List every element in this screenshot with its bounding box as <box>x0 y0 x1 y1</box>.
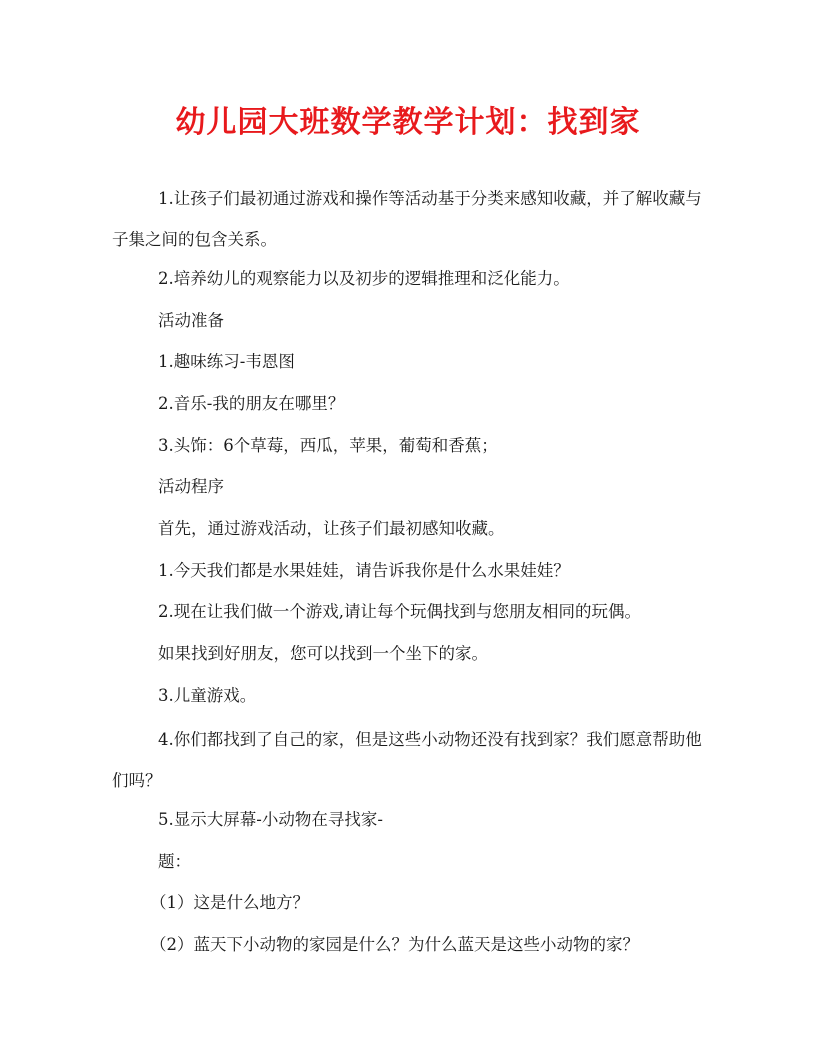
list-item-prep-3: 3.头饰：6个草莓，西瓜，苹果，葡萄和香蕉； <box>158 436 498 455</box>
paragraph-objective-2: 2.培养幼儿的观察能力以及初步的逻辑推理和泛化能力。 <box>158 269 570 288</box>
page-title: 幼儿园大班数学教学计划：找到家 <box>175 105 641 140</box>
list-item-step-4: 4.你们都找到了自己的家，但是这些小动物还没有找到家？我们愿意帮助他们吗？ <box>112 730 702 790</box>
paragraph-step-first: 首先，通过游戏活动，让孩子们最初感知收藏。 <box>158 519 505 538</box>
paragraph-questions-label: 题： <box>158 852 191 871</box>
paragraph-step-2-continued: 如果找到好朋友，您可以找到一个坐下的家。 <box>158 644 488 663</box>
list-item-step-2: 2.现在让我们做一个游戏,请让每个玩偶找到与您朋友相同的玩偶。 <box>158 602 641 621</box>
list-item-step-5: 5.显示大屏幕-小动物在寻找家- <box>158 810 383 829</box>
list-item-step-3: 3.儿童游戏。 <box>158 686 257 705</box>
question-item-2: （2）蓝天下小动物的家园是什么？为什么蓝天是这些小动物的家？ <box>150 935 639 954</box>
list-item-step-1: 1.今天我们都是水果娃娃，请告诉我你是什么水果娃娃？ <box>158 561 570 580</box>
paragraph-objective-1: 1.让孩子们最初通过游戏和操作等活动基于分类来感知收藏，并了解收藏与子集之间的包含关系。 <box>112 189 702 249</box>
heading-activity-preparation: 活动准备 <box>158 311 224 330</box>
heading-activity-procedure: 活动程序 <box>158 477 224 496</box>
list-item-prep-1: 1.趣味练习-韦恩图 <box>158 352 295 371</box>
question-item-1: （1）这是什么地方？ <box>150 893 309 912</box>
list-item-prep-2: 2.音乐-我的朋友在哪里？ <box>158 394 345 413</box>
